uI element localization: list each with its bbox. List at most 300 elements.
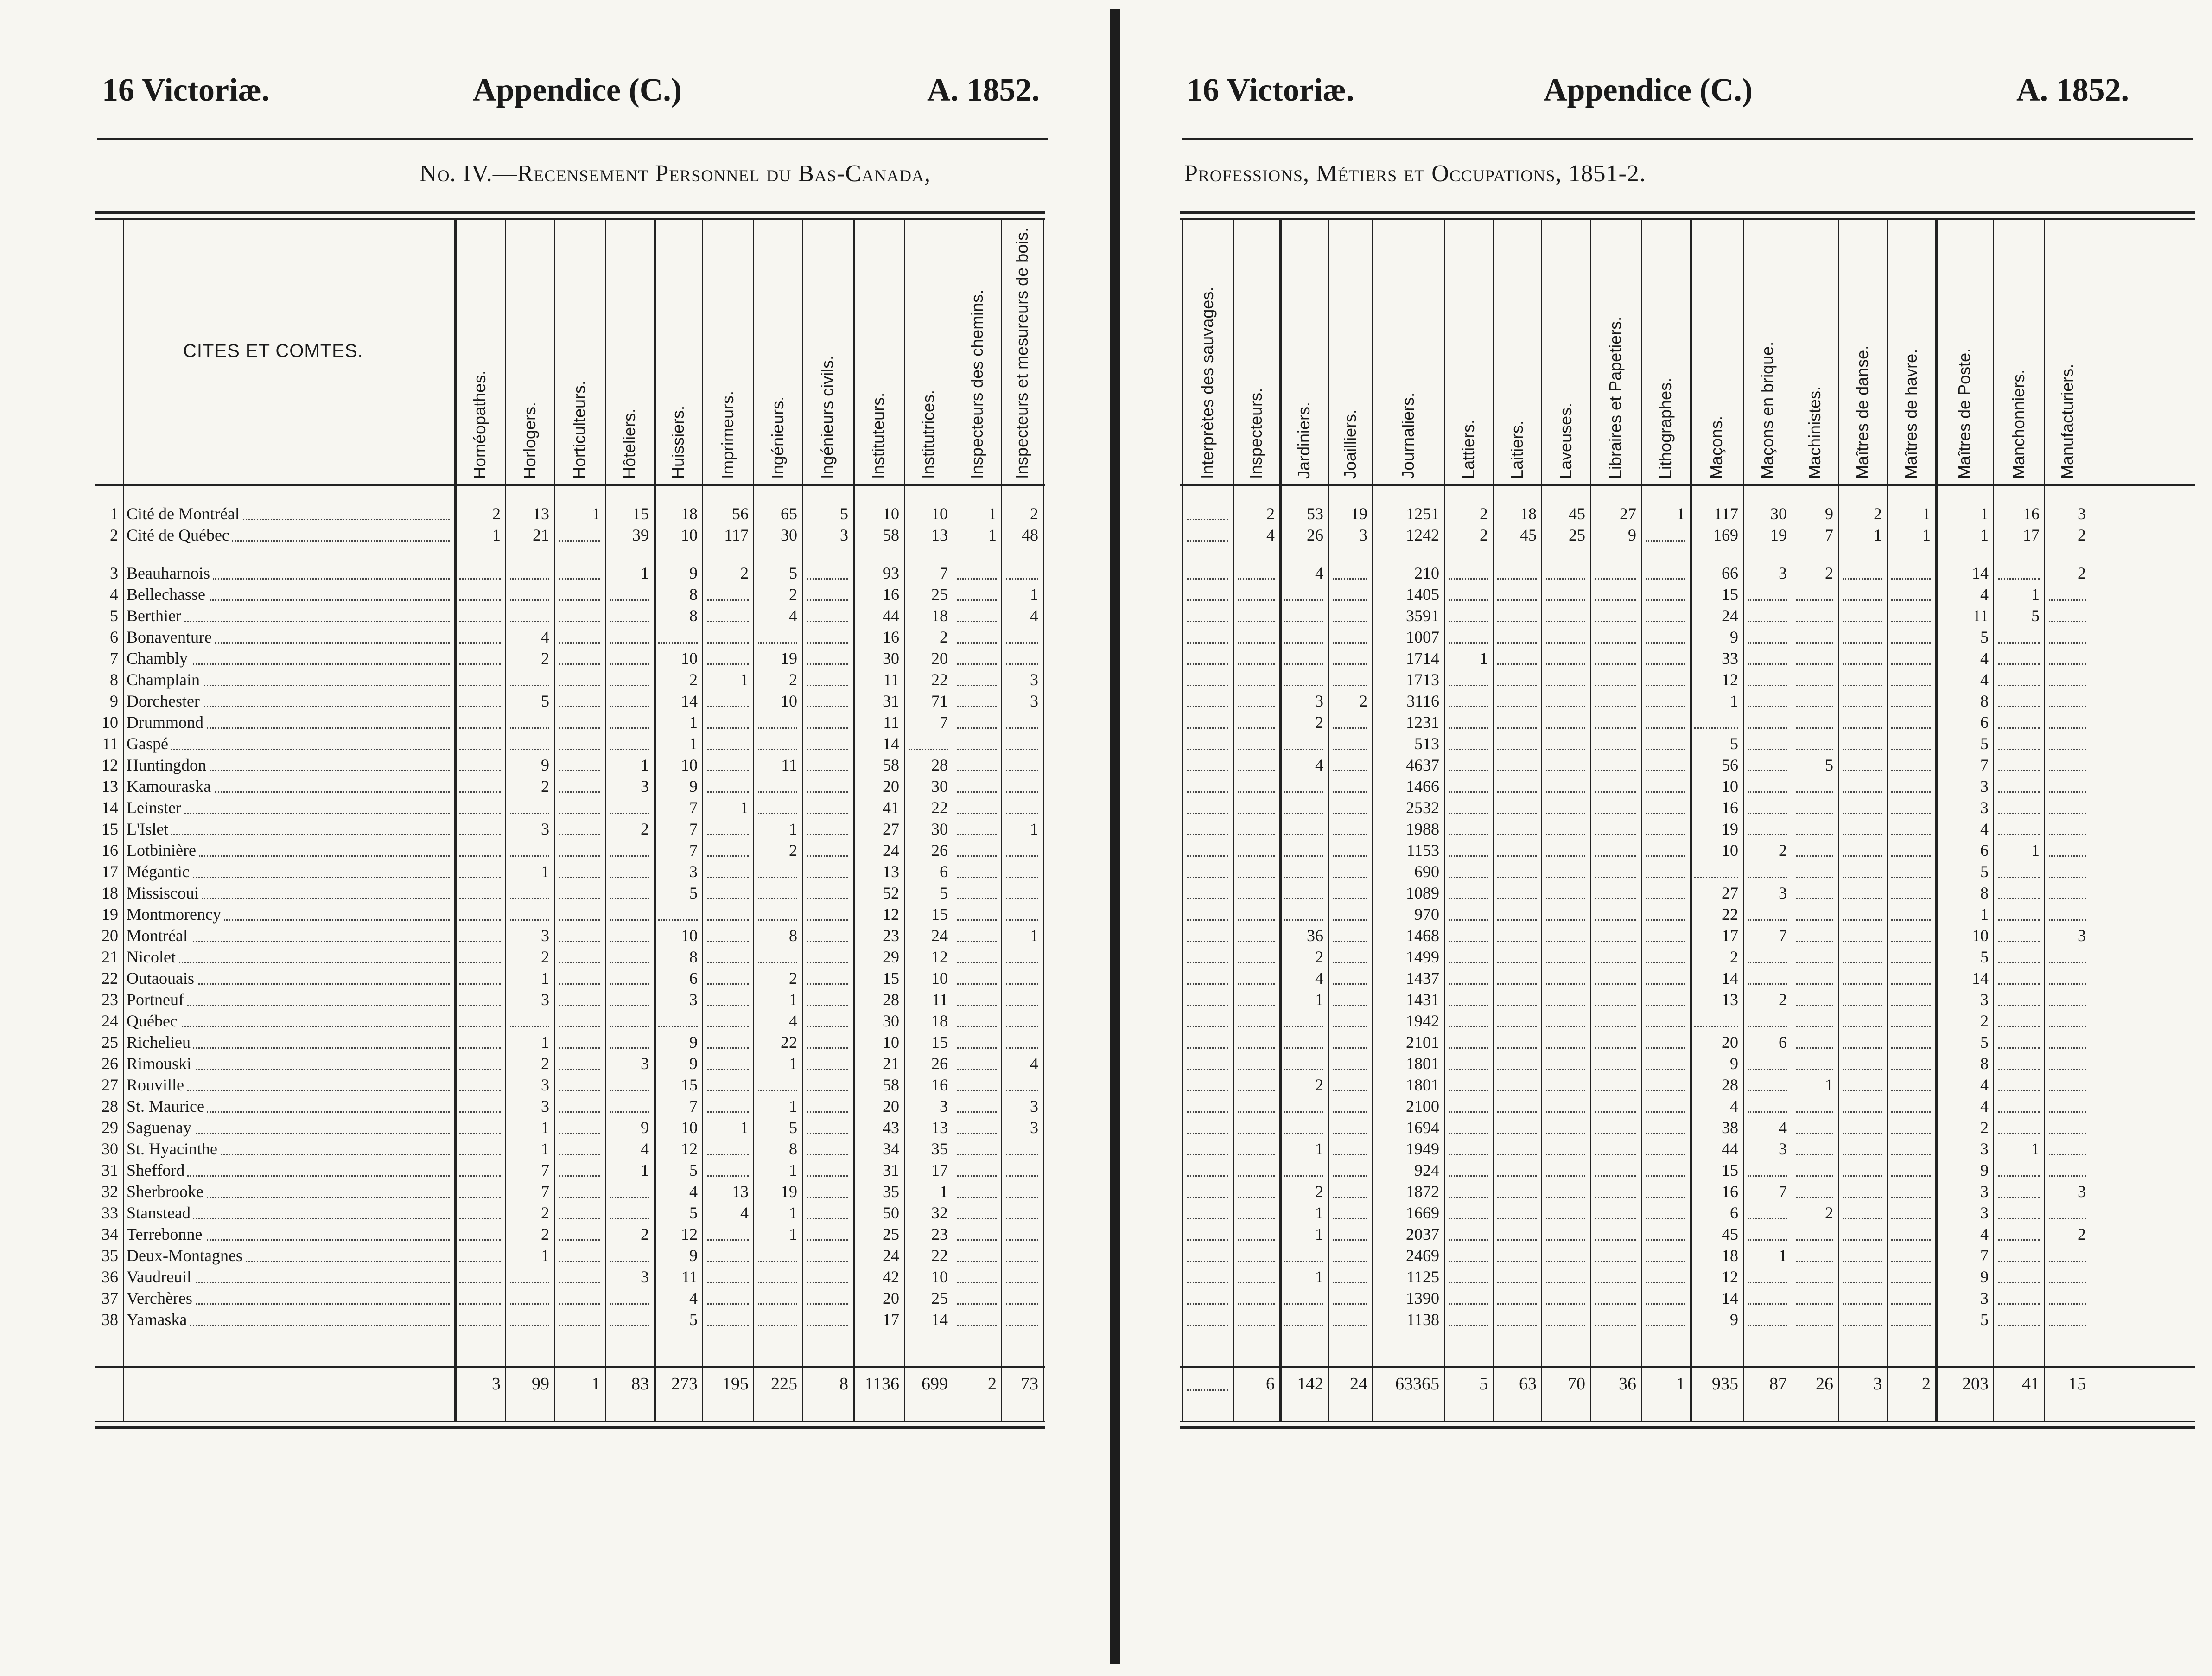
cell-value: 26 bbox=[1307, 526, 1323, 544]
cell-value: 9 bbox=[1730, 1054, 1738, 1073]
table-cell bbox=[1993, 882, 2044, 904]
total-value: 63365 bbox=[1395, 1374, 1439, 1394]
total-value: 63 bbox=[1519, 1374, 1537, 1394]
cell-value: 20 bbox=[931, 649, 948, 668]
table-cell bbox=[904, 669, 953, 690]
row-number: 3 bbox=[110, 564, 118, 582]
table-cell bbox=[853, 1287, 904, 1309]
total-value: 36 bbox=[1619, 1374, 1636, 1394]
table-cell bbox=[1935, 1138, 1993, 1160]
county-name: Rouville bbox=[127, 1074, 187, 1096]
cell-value bbox=[1636, 926, 1641, 945]
cell-value: 2 bbox=[492, 504, 501, 523]
cell-value bbox=[2086, 734, 2091, 753]
cell-value bbox=[1275, 1225, 1279, 1243]
table-cell bbox=[554, 690, 605, 712]
cell-value bbox=[1488, 820, 1493, 838]
table-cell bbox=[1935, 904, 1993, 925]
table-cell bbox=[1993, 840, 2044, 861]
cell-value bbox=[1882, 969, 1887, 988]
cell-value: 1437 bbox=[1406, 969, 1439, 988]
cell-value: 16 bbox=[1722, 798, 1738, 817]
cell-value bbox=[501, 948, 505, 966]
cell-value: 10 bbox=[1722, 841, 1738, 860]
table-cell bbox=[1001, 690, 1043, 712]
cell-value bbox=[1488, 564, 1493, 582]
table-cell bbox=[1001, 733, 1043, 754]
cell-value bbox=[1038, 564, 1043, 582]
cell-value bbox=[1323, 1161, 1328, 1179]
table-cell bbox=[904, 1010, 953, 1032]
cell-value bbox=[1488, 905, 1493, 924]
cell-value bbox=[600, 1182, 605, 1201]
table-cell bbox=[1233, 925, 1279, 946]
cell-value bbox=[600, 1118, 605, 1137]
cell-value bbox=[1833, 1161, 1838, 1179]
table-cell bbox=[1792, 1032, 1838, 1053]
total-value: 935 bbox=[1712, 1374, 1738, 1394]
county-name: Deux-Montagnes bbox=[127, 1245, 245, 1266]
table-cell bbox=[654, 861, 702, 882]
cell-value bbox=[1038, 1289, 1043, 1307]
cell-value bbox=[1685, 926, 1690, 945]
cell-value bbox=[1228, 884, 1233, 902]
table-cell bbox=[802, 925, 853, 946]
cell-value: 5 bbox=[2031, 606, 2040, 625]
column-header: Ingénieurs civils. bbox=[818, 355, 837, 479]
cell-value bbox=[2040, 884, 2044, 902]
column-header: Maîtres de havre. bbox=[1901, 349, 1920, 479]
table-cell bbox=[702, 968, 753, 989]
cell-value: 2100 bbox=[1406, 1097, 1439, 1115]
table-cell bbox=[1887, 946, 1935, 968]
cell-value bbox=[1931, 1140, 1935, 1158]
cell-value bbox=[997, 649, 1001, 668]
table-cell bbox=[454, 1138, 505, 1160]
cell-value bbox=[997, 564, 1001, 582]
table-cell bbox=[1279, 925, 1328, 946]
cell-value: 2 bbox=[1315, 1076, 1323, 1094]
table-cell bbox=[1328, 562, 1372, 584]
cell-value bbox=[1275, 670, 1279, 689]
cell-value bbox=[1882, 884, 1887, 902]
cell-value bbox=[997, 1289, 1001, 1307]
cell-value: 25 bbox=[931, 585, 948, 604]
cell-value: 3 bbox=[689, 990, 698, 1009]
cell-value bbox=[1833, 1268, 1838, 1286]
cell-value: 32 bbox=[931, 1204, 948, 1222]
table-cell bbox=[702, 1309, 753, 1330]
cell-value: 10 bbox=[883, 504, 899, 523]
table-cell bbox=[554, 648, 605, 669]
cell-value bbox=[1038, 713, 1043, 732]
table-cell bbox=[1001, 626, 1043, 648]
cell-value: 117 bbox=[1714, 504, 1738, 523]
cell-value: 23 bbox=[931, 1225, 948, 1243]
column-header: Inspecteurs. bbox=[1246, 388, 1265, 479]
cell-value bbox=[2086, 841, 2091, 860]
table-cell bbox=[1690, 1309, 1743, 1330]
cell-value: 2 bbox=[789, 969, 797, 988]
cell-value bbox=[1685, 990, 1690, 1009]
table-cell bbox=[802, 648, 853, 669]
table-cell bbox=[505, 562, 554, 584]
cell-value bbox=[749, 777, 753, 796]
table-cell bbox=[1279, 1010, 1328, 1032]
cell-value bbox=[1685, 1268, 1690, 1286]
cell-value: 27 bbox=[1722, 884, 1738, 902]
table-cell bbox=[1328, 861, 1372, 882]
table-cell bbox=[753, 1010, 802, 1032]
table-cell bbox=[2044, 882, 2091, 904]
column-header: Laveuses. bbox=[1556, 402, 1575, 479]
cell-value bbox=[1275, 713, 1279, 732]
cell-value bbox=[1585, 649, 1590, 668]
cell-value: 15 bbox=[632, 504, 649, 523]
table-cell bbox=[953, 1010, 1001, 1032]
table-cell bbox=[605, 1309, 654, 1330]
cell-value bbox=[749, 969, 753, 988]
cell-value bbox=[797, 948, 802, 966]
table-cell bbox=[1233, 1309, 1279, 1330]
cell-value bbox=[2086, 948, 2091, 966]
table-cell bbox=[802, 1181, 853, 1202]
table-cell bbox=[1792, 754, 1838, 776]
cell-value bbox=[848, 990, 853, 1009]
cell-value bbox=[501, 777, 505, 796]
cell-value bbox=[1931, 1097, 1935, 1115]
table-cell bbox=[1838, 1224, 1887, 1245]
cell-value: 9 bbox=[541, 756, 549, 774]
cell-value bbox=[848, 649, 853, 668]
cell-value bbox=[1931, 798, 1935, 817]
row-number: 33 bbox=[102, 1204, 118, 1222]
table-cell bbox=[1838, 1117, 1887, 1138]
county-name: St. Hyacinthe bbox=[127, 1138, 220, 1160]
cell-value bbox=[1787, 1054, 1792, 1073]
cell-value bbox=[1585, 585, 1590, 604]
table-cell bbox=[1641, 1096, 1690, 1117]
table-cell bbox=[1935, 605, 1993, 626]
cell-value bbox=[997, 905, 1001, 924]
cell-value bbox=[797, 1310, 802, 1329]
cell-value bbox=[1367, 1225, 1372, 1243]
cell-value: 5 bbox=[689, 1161, 698, 1179]
cell-value bbox=[549, 713, 554, 732]
cell-value bbox=[600, 884, 605, 902]
cell-value bbox=[1537, 1012, 1541, 1030]
cell-value bbox=[1833, 585, 1838, 604]
table-cell bbox=[1182, 712, 1233, 733]
table-cell bbox=[1233, 669, 1279, 690]
cell-value: 1390 bbox=[1406, 1289, 1439, 1307]
table-cell bbox=[904, 776, 953, 797]
cell-value: 5 bbox=[1980, 948, 1989, 966]
cell-value bbox=[1636, 969, 1641, 988]
cell-value: 2 bbox=[1779, 841, 1787, 860]
row-number: 8 bbox=[110, 670, 118, 689]
table-cell bbox=[953, 1160, 1001, 1181]
table-cell bbox=[904, 733, 953, 754]
table-cell bbox=[1743, 797, 1792, 818]
table-cell bbox=[654, 1202, 702, 1224]
cell-value bbox=[1488, 692, 1493, 710]
table-cell bbox=[1233, 1202, 1279, 1224]
cell-value bbox=[2040, 862, 2044, 881]
table-cell bbox=[1541, 861, 1590, 882]
cell-value bbox=[848, 1033, 853, 1051]
cell-value bbox=[600, 1289, 605, 1307]
total-value: 1 bbox=[1676, 1374, 1685, 1394]
cell-value bbox=[1931, 948, 1935, 966]
cell-value: 1 bbox=[1874, 526, 1882, 544]
table-cell bbox=[753, 840, 802, 861]
table-cell bbox=[1935, 524, 1993, 546]
table-cell bbox=[1887, 1053, 1935, 1074]
cell-value bbox=[1636, 734, 1641, 753]
table-cell bbox=[1444, 1160, 1493, 1181]
cell-value: 4 bbox=[789, 606, 797, 625]
table-cell bbox=[554, 1096, 605, 1117]
cell-value bbox=[1882, 1076, 1887, 1094]
table-cell bbox=[505, 1117, 554, 1138]
table-cell bbox=[1887, 989, 1935, 1010]
table-cell bbox=[1279, 669, 1328, 690]
table-cell bbox=[1182, 946, 1233, 968]
cell-value: 4 bbox=[1980, 649, 1989, 668]
table-cell bbox=[1641, 1053, 1690, 1074]
table-cell bbox=[953, 605, 1001, 626]
cell-value bbox=[749, 1097, 753, 1115]
table-cell bbox=[2044, 669, 2091, 690]
table-cell bbox=[1328, 840, 1372, 861]
cell-value: 21 bbox=[533, 526, 549, 544]
county-name: Québec bbox=[127, 1010, 180, 1032]
table-cell bbox=[853, 840, 904, 861]
table-cell bbox=[953, 648, 1001, 669]
cell-value: 4 bbox=[1315, 564, 1323, 582]
table-cell bbox=[1743, 776, 1792, 797]
table-cell bbox=[1182, 1181, 1233, 1202]
cell-value bbox=[997, 798, 1001, 817]
table-cell bbox=[702, 840, 753, 861]
cell-value: 1872 bbox=[1406, 1182, 1439, 1201]
cell-value bbox=[1537, 1310, 1541, 1329]
cell-value bbox=[1275, 1033, 1279, 1051]
cell-value bbox=[1275, 1182, 1279, 1201]
header-left: 16 Victoriæ. bbox=[1187, 72, 1354, 108]
table-cell bbox=[1444, 861, 1493, 882]
table-cell bbox=[1279, 524, 1328, 546]
cell-value bbox=[1275, 884, 1279, 902]
table-cell bbox=[953, 1266, 1001, 1287]
table-cell bbox=[753, 524, 802, 546]
table-cell bbox=[1690, 797, 1743, 818]
cell-value bbox=[501, 798, 505, 817]
table-cell bbox=[1233, 946, 1279, 968]
table-cell bbox=[505, 989, 554, 1010]
table-cell bbox=[702, 605, 753, 626]
table-cell bbox=[505, 861, 554, 882]
table-cell bbox=[1182, 840, 1233, 861]
table-cell bbox=[1444, 562, 1493, 584]
cell-value bbox=[1367, 905, 1372, 924]
cell-value bbox=[2040, 969, 2044, 988]
cell-value bbox=[1685, 969, 1690, 988]
table-cell bbox=[853, 626, 904, 648]
table-cell bbox=[1541, 733, 1590, 754]
table-cell bbox=[1279, 1117, 1328, 1138]
cell-value: 2 bbox=[1779, 990, 1787, 1009]
table-cell bbox=[1935, 1160, 1993, 1181]
cell-value bbox=[1787, 585, 1792, 604]
cell-value bbox=[1685, 841, 1690, 860]
table-cell bbox=[1541, 626, 1590, 648]
cell-value bbox=[1537, 713, 1541, 732]
table-cell bbox=[904, 1202, 953, 1224]
cell-value: 1 bbox=[789, 820, 797, 838]
table-cell bbox=[904, 690, 953, 712]
table-cell bbox=[654, 1053, 702, 1074]
cell-value bbox=[1367, 1182, 1372, 1201]
cell-value: 4 bbox=[1980, 1097, 1989, 1115]
cell-value: 36 bbox=[1307, 926, 1323, 945]
cell-value bbox=[600, 564, 605, 582]
cell-value: 5 bbox=[689, 884, 698, 902]
table-cell bbox=[2044, 1309, 2091, 1330]
cell-value bbox=[1537, 692, 1541, 710]
table-cell bbox=[1743, 840, 1792, 861]
table-cell bbox=[1328, 605, 1372, 626]
table-cell bbox=[1182, 733, 1233, 754]
table-cell bbox=[802, 1138, 853, 1160]
cell-value: 45 bbox=[1569, 504, 1585, 523]
table-cell bbox=[953, 1117, 1001, 1138]
cell-value bbox=[1685, 1204, 1690, 1222]
cell-value: 6 bbox=[1779, 1033, 1787, 1051]
table-cell bbox=[802, 1074, 853, 1096]
table-cell bbox=[1690, 776, 1743, 797]
cell-value bbox=[600, 1012, 605, 1030]
cell-value: 6 bbox=[1980, 841, 1989, 860]
header-center: Appendice (C.) bbox=[1544, 72, 1753, 108]
table-cell bbox=[2044, 605, 2091, 626]
table-cell bbox=[753, 1138, 802, 1160]
table-cell bbox=[1887, 818, 1935, 840]
table-cell bbox=[1182, 1010, 1233, 1032]
table-cell bbox=[1279, 1074, 1328, 1096]
cell-value: 3 bbox=[641, 777, 649, 796]
cell-value: 8 bbox=[1980, 884, 1989, 902]
cell-value bbox=[1882, 1033, 1887, 1051]
table-cell bbox=[853, 1074, 904, 1096]
cell-value: 7 bbox=[689, 798, 698, 817]
cell-value bbox=[600, 926, 605, 945]
cell-value: 1251 bbox=[1406, 504, 1439, 523]
county-name: Chambly bbox=[127, 648, 191, 669]
table-cell bbox=[1493, 584, 1541, 605]
total-cell bbox=[1541, 1370, 1590, 1398]
table-cell bbox=[1887, 776, 1935, 797]
column-header: Laitiers. bbox=[1507, 420, 1526, 479]
cell-value: 22 bbox=[931, 1246, 948, 1265]
table-cell bbox=[1182, 524, 1233, 546]
cell-value bbox=[1931, 606, 1935, 625]
column-header: Imprimeurs. bbox=[718, 390, 737, 479]
cell-value bbox=[2040, 734, 2044, 753]
cell-value bbox=[1537, 948, 1541, 966]
cell-value bbox=[1488, 1246, 1493, 1265]
table-cell bbox=[1887, 882, 1935, 904]
table-cell bbox=[554, 1074, 605, 1096]
cell-value bbox=[1882, 1140, 1887, 1158]
cell-value bbox=[1228, 734, 1233, 753]
table-cell bbox=[654, 989, 702, 1010]
table-cell bbox=[1182, 584, 1233, 605]
table-cell bbox=[853, 1309, 904, 1330]
table-cell bbox=[2044, 1160, 2091, 1181]
cell-value bbox=[1367, 1054, 1372, 1073]
table-cell bbox=[702, 1010, 753, 1032]
table-cell bbox=[1493, 562, 1541, 584]
table-cell bbox=[1792, 1096, 1838, 1117]
cell-value bbox=[1636, 1246, 1641, 1265]
table-cell bbox=[654, 690, 702, 712]
table-cell bbox=[1444, 1074, 1493, 1096]
cell-value: 1 bbox=[940, 1182, 948, 1201]
cell-value bbox=[1833, 734, 1838, 753]
cell-value bbox=[600, 692, 605, 710]
table-cell bbox=[454, 503, 505, 524]
table-cell bbox=[1001, 1053, 1043, 1074]
cell-value bbox=[1833, 820, 1838, 838]
cell-value bbox=[1685, 628, 1690, 646]
table-cell bbox=[1838, 1032, 1887, 1053]
cell-value bbox=[848, 1268, 853, 1286]
table-cell bbox=[2044, 1032, 2091, 1053]
table-cell bbox=[1792, 818, 1838, 840]
cell-value: 7 bbox=[1779, 1182, 1787, 1201]
table-cell bbox=[753, 584, 802, 605]
cell-value: 1 bbox=[1315, 1268, 1323, 1286]
cell-value bbox=[848, 713, 853, 732]
table-cell bbox=[1838, 1309, 1887, 1330]
cell-value bbox=[1038, 1204, 1043, 1222]
table-cell bbox=[853, 1202, 904, 1224]
cell-value bbox=[549, 1268, 554, 1286]
table-cell bbox=[1233, 840, 1279, 861]
table-cell bbox=[1935, 776, 1993, 797]
table-cell bbox=[1001, 797, 1043, 818]
table-cell bbox=[1743, 605, 1792, 626]
table-cell bbox=[1541, 968, 1590, 989]
cell-value: 19 bbox=[1722, 820, 1738, 838]
cell-value bbox=[1882, 820, 1887, 838]
cell-value bbox=[1275, 734, 1279, 753]
cell-value bbox=[1537, 841, 1541, 860]
table-cell bbox=[454, 626, 505, 648]
table-cell bbox=[1444, 882, 1493, 904]
cell-value bbox=[2086, 820, 2091, 838]
table-cell bbox=[1541, 1138, 1590, 1160]
cell-value bbox=[848, 1118, 853, 1137]
cell-value bbox=[549, 1012, 554, 1030]
cell-value bbox=[1636, 585, 1641, 604]
cell-value bbox=[1275, 1268, 1279, 1286]
cell-value bbox=[501, 926, 505, 945]
county-name: Gaspé bbox=[127, 733, 171, 754]
cell-value: 7 bbox=[541, 1182, 549, 1201]
